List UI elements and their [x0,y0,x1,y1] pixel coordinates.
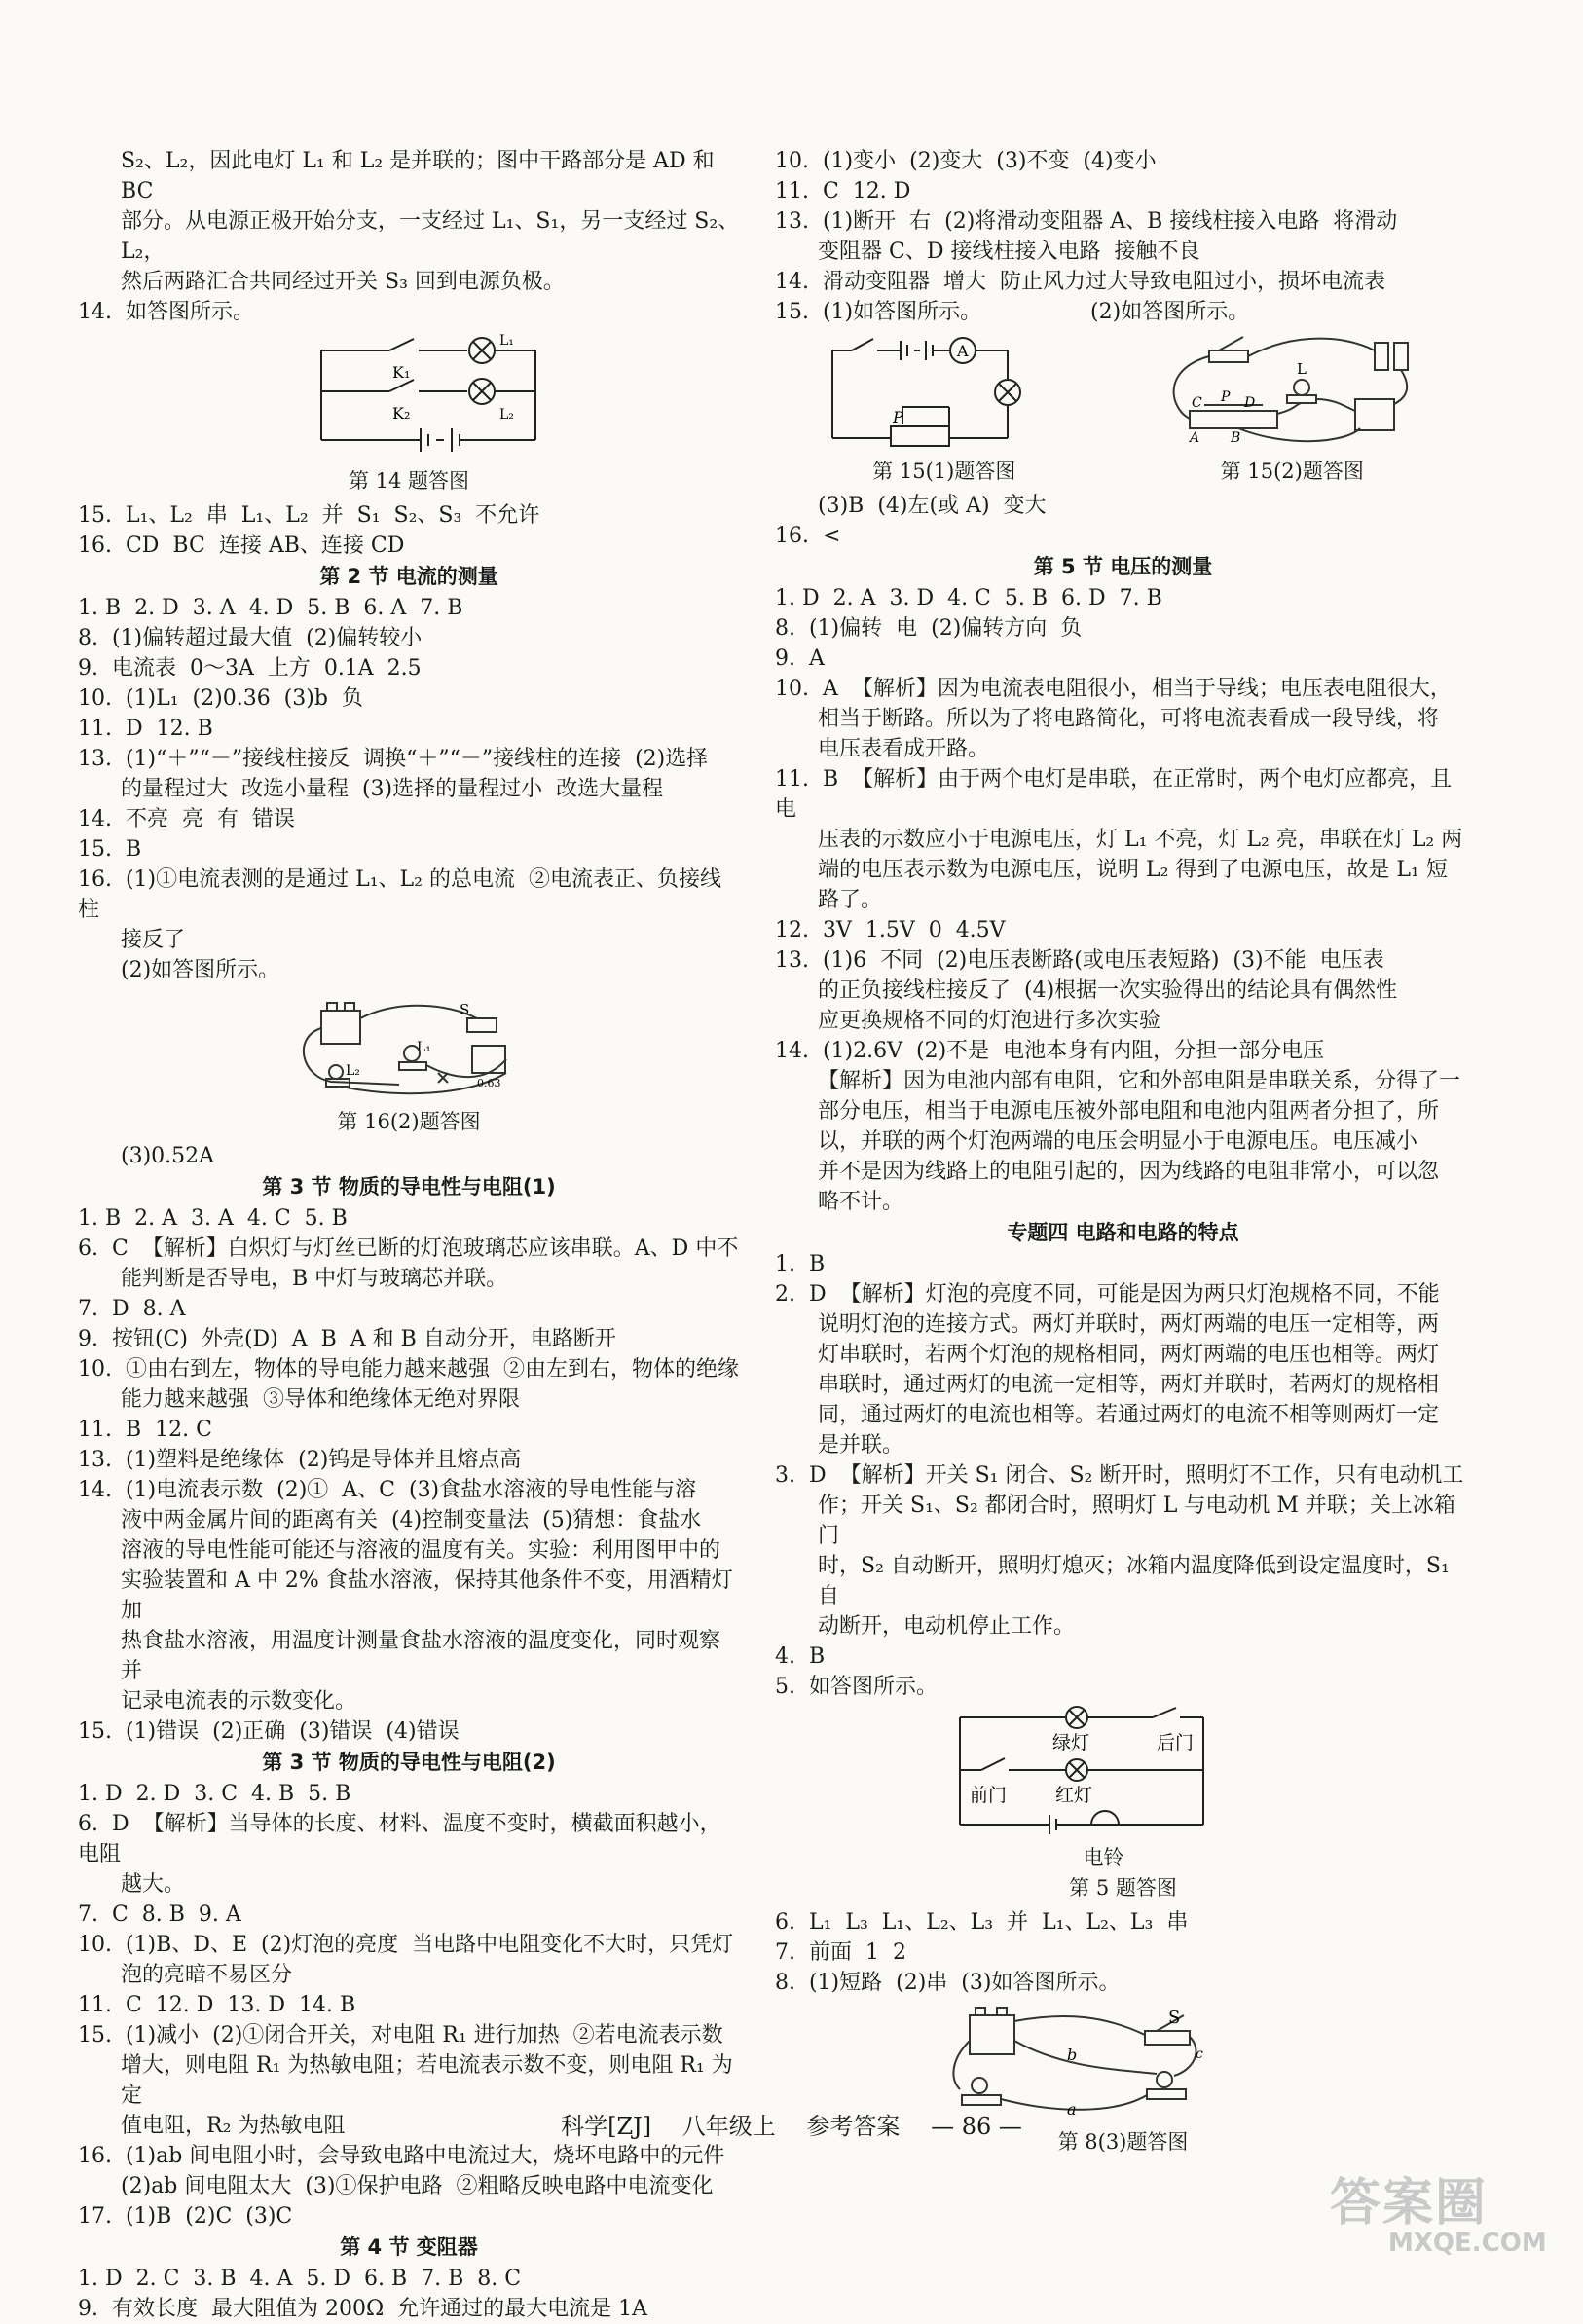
text-line: 路了。 [818,888,883,912]
text-line: 端的电压表示数为电源电压，说明 L₂ 得到了电源电压，故是 L₁ 短 [818,858,1448,882]
svg-text:L₁: L₁ [499,333,514,349]
text-line: 13. (1)6 不同 (2)电压表断路(或电压表短路) (3)不能 电压表 [775,948,1384,973]
text-line: 能判断是否导电，B 中灯与玻璃芯并联。 [121,1267,508,1291]
figure-label-front-door: 前门 [970,1785,1008,1806]
watermark-url: MXQE.COM [1388,2229,1547,2258]
text-line: 13. (1)断开 右 (2)将滑动变阻器 A、B 接线柱接入电路 将滑动 [775,209,1398,234]
text-line: 8. (1)偏转超过最大值 (2)偏转较小 [78,626,423,650]
circuit-diagram-5 [775,1706,1471,1834]
figure-label-b: B [1231,430,1241,446]
text-line: 略不计。 [818,1190,904,1214]
text-line: 越大。 [121,1872,186,1897]
text-line: 热食盐水溶液，用温度计测量食盐水溶液的温度变化，同时观察并 [121,1629,721,1683]
figure-caption: 第 14 题答图 [348,469,470,493]
text-line: 11. C 12. D 13. D 14. B [78,1993,356,2017]
figure-label-p: P [1221,389,1231,405]
text-line: 10. A 【解析】因为电流表电阻很小，相当于导线；电压表电阻很大， [775,677,1452,701]
figure-15-1 [813,331,1076,487]
text-line: 7. C 8. B 9. A [78,1902,241,1927]
text-line: 9. 有效长度 最大阻值为 200Ω 允许通过的最大电流是 1A [78,2297,648,2321]
watermark-logo [1330,2161,1554,2259]
circuit-diagram-14 [78,331,740,458]
figure-label-s: S [460,1001,470,1018]
text-line: 记录电流表的示数变化。 [121,1689,357,1714]
text-line: 13. (1)“＋”“－”接线柱接反 调换“＋”“－”接线柱的连接 (2)选择 [78,747,709,771]
text-line: 应更换规格不同的灯泡进行多次实验 [818,1009,1161,1033]
figure-label-l: L [1297,360,1307,378]
right-column [775,146,1471,2161]
figure-caption: 第 5 题答图 [1069,1876,1177,1900]
text-line: 2. D 【解析】灯泡的亮度不同，可能是因为两只灯泡规格不同，不能 [775,1282,1440,1307]
svg-text:K₁: K₁ [392,363,411,382]
text-line: 15. (1)如答图所示。 (2)如答图所示。 [775,300,1250,324]
text-line: 接反了 [121,928,186,952]
text-line: 部分电压，相当于电源电压被外部电阻和电池内阻两者分担了，所 [818,1099,1440,1124]
figure-label-l1: L₁ [417,1040,431,1055]
section-heading: 第 3 节 物质的导电性与电阻(2) [262,1751,556,1774]
figure-label-scale: 0.63 [477,1077,501,1089]
text-line: 11. C 12. D [775,179,911,203]
figure-16 [78,989,740,1137]
text-line: 1. B 2. D 3. A 4. D 5. B 6. A 7. B [78,596,463,620]
text-line: 同，通过两灯的电流也相等。若通过两灯的电流不相等则两灯一定 [818,1403,1440,1427]
figure-label-c: c [1196,2047,1203,2062]
text-line: 的量程过大 改选小量程 (3)选择的量程过小 改选大量程 [121,777,664,801]
text-line: 10. (1)L₁ (2)0.36 (3)b 负 [78,686,363,711]
figure-label-l2: L₂ [346,1063,360,1079]
text-line: 14. (1)电流表示数 (2)① A、C (3)食盐水溶液的导电性能与溶 [78,1478,697,1502]
text-line: 并不是因为线路上的电阻引起的，因为线路的电阻非常小，可以忽 [818,1160,1440,1184]
watermark-text: 答案圈 [1330,2174,1489,2232]
text-line: 变阻器 C、D 接线柱接入电路 接触不良 [818,240,1200,264]
text-line: 14. 如答图所示。 [78,300,254,324]
text-line: 1. D 2. C 3. B 4. A 5. D 6. B 7. B 8. C [78,2267,522,2291]
text-line: 7. 前面 1 2 [775,1940,906,1965]
text-line: (2)如答图所示。 [121,958,280,982]
figure-label-b: b [1067,2046,1078,2064]
text-line: 12. 3V 1.5V 0 4.5V [775,918,1006,942]
text-line: 16. CD BC 连接 AB、连接 CD [78,534,405,558]
text-line: 时，S₂ 自动断开，照明灯熄灭；冰箱内温度降低到设定温度时，S₁ 自 [818,1554,1456,1608]
figure-caption: 第 8(3)题答图 [1057,2130,1189,2154]
text-line: 10. (1)B、D、E (2)灯泡的亮度 当电路中电阻变化不大时，只凭灯 [78,1933,734,1957]
text-line: 泡的亮暗不易区分 [121,1963,293,1987]
figure-caption: 第 15(2)题答图 [1220,460,1364,483]
section-heading: 第 5 节 电压的测量 [1033,555,1213,578]
text-line: 1. D 2. D 3. C 4. B 5. B [78,1782,351,1806]
text-line: 17. (1)B (2)C (3)C [78,2204,293,2229]
text-line: 作；开关 S₁、S₂ 都闭合时，照明灯 L 与电动机 M 并联；关上冰箱门 [818,1494,1455,1548]
page-footer [0,2107,1583,2141]
text-line: 以，并联的两个灯泡两端的电压会明显小于电源电压。电压减小 [818,1129,1418,1154]
text-line: 16. (1)ab 间电阻小时，会导致电路中电流过大，烧坏电路中的元件 [78,2144,725,2168]
figure-15 [775,331,1471,487]
figure-caption: 第 15(1)题答图 [872,460,1016,483]
text-line: 相当于断路。所以为了将电路简化，可将电流表看成一段导线，将 [818,707,1440,731]
text-line: 说明灯泡的连接方式。两灯并联时，两灯两端的电压一定相等，两 [818,1312,1440,1337]
text-line: 15. (1)减小 (2)①闭合开关，对电阻 R₁ 进行加热 ②若电流表示数 [78,2023,723,2047]
text-line: S₂、L₂，因此电灯 L₁ 和 L₂ 是并联的；图中干路部分是 AD 和 BC [121,149,721,203]
text-line: 是并联。 [818,1433,904,1457]
svg-text:P: P [892,408,903,426]
text-line: 8. (1)偏转 电 (2)偏转方向 负 [775,616,1083,641]
text-line: 15. B [78,837,142,862]
text-line: 电压表看成开路。 [818,737,990,761]
svg-text:L₂: L₂ [499,407,514,423]
footer-subject: 科学[ZJ] [561,2113,652,2140]
text-line: 16. (1)①电流表测的是通过 L₁、L₂ 的总电流 ②电流表正、负接线柱 [78,867,721,922]
text-line: 6. D 【解析】当导体的长度、材料、温度不变时，横截面积越小，电阻 [78,1812,721,1866]
text-line: 部分。从电源正极开始分支，一支经过 L₁、S₁，另一支经过 S₂、L₂， [121,209,740,264]
section-heading: 专题四 电路和电路的特点 [1007,1221,1239,1244]
figure-label-bell: 电铃 [1083,1846,1124,1869]
circuit-photo-8 [775,2002,1471,2119]
figure-caption: 第 16(2)题答图 [337,1110,481,1133]
section-heading: 第 2 节 电流的测量 [319,565,498,588]
figure-label-a: a [1067,2100,1077,2119]
circuit-photo-16 [78,989,740,1098]
figure-15-2 [1151,331,1433,487]
text-line: 5. 如答图所示。 [775,1675,938,1699]
section-heading: 第 4 节 变阻器 [340,2235,478,2259]
text-line: 15. (1)错误 (2)正确 (3)错误 (4)错误 [78,1719,460,1744]
text-line: 灯串联时，若两个灯泡的规格相同，两灯两端的电压也相等。两灯 [818,1343,1440,1367]
text-line: 16. < [775,524,841,548]
text-line: 能力越来越强 ③导体和绝缘体无绝对界限 [121,1387,520,1412]
text-line: 1. D 2. A 3. D 4. C 5. B 6. D 7. B [775,586,1162,610]
figure-label-green-light: 绿灯 [1052,1732,1090,1753]
text-line: (3)0.52A [121,1144,215,1168]
footer-grade: 八年级上 [681,2113,776,2140]
text-line: 6. L₁ L₃ L₁、L₂、L₃ 并 L₁、L₂、L₃ 串 [775,1910,1189,1935]
left-column [78,146,740,2324]
svg-text:A: A [956,342,969,360]
circuit-diagram-15-1 [813,331,1076,448]
text-line: 值电阻，R₂ 为热敏电阻 [121,2114,346,2138]
figure-label-red-light: 红灯 [1055,1785,1093,1806]
text-line: 的正负接线柱接反了 (4)根据一次实验得出的结论具有偶然性 [818,978,1398,1003]
text-line: 串联时，通过两灯的电流一定相等，两灯并联时，若两灯的规格相 [818,1373,1440,1397]
text-line: 15. L₁、L₂ 串 L₁、L₂ 并 S₁ S₂、S₃ 不允许 [78,503,540,528]
circuit-photo-15-2 [1151,331,1433,448]
text-line: 14. (1)2.6V (2)不是 电池本身有内阻，分担一部分电压 [775,1039,1325,1063]
text-line: 10. ①由右到左，物体的导电能力越来越强 ②由左到右，物体的绝缘 [78,1357,739,1382]
figure-14 [78,331,740,497]
text-line: (2)ab 间电阻太大 (3)①保护电路 ②粗略反映电路中电流变化 [121,2174,714,2198]
text-line: 8. (1)短路 (2)串 (3)如答图所示。 [775,1971,1121,1995]
text-line: 压表的示数应小于电源电压，灯 L₁ 不亮，灯 L₂ 亮，串联在灯 L₂ 两 [818,828,1463,852]
text-line: 动断开，电动机停止工作。 [818,1614,1076,1639]
text-line: 3. D 【解析】开关 S₁ 闭合、S₂ 断开时，照明灯不工作，只有电动机工 [775,1463,1464,1488]
text-line: 实验装置和 A 中 2% 食盐水溶液，保持其他条件不变，用酒精灯加 [121,1568,733,1623]
text-line: 溶液的导电性能可能还与溶液的温度有关。实验：利用图甲中的 [121,1538,721,1563]
figure-label-a: A [1190,430,1200,446]
text-line: 7. D 8. A [78,1297,186,1321]
text-line: (3)B (4)左(或 A) 变大 [818,494,1047,518]
figure-label-s: S [1168,2008,1181,2028]
section-heading: 第 3 节 物质的导电性与电阻(1) [262,1175,556,1199]
text-line: 增大，则电阻 R₁ 为热敏电阻；若电流表示数不变，则电阻 R₁ 为定 [121,2053,733,2108]
figure-label-back-door: 后门 [1157,1732,1195,1753]
text-line: 11. B 12. C [78,1418,212,1442]
text-line: 1. B [775,1252,826,1276]
text-line: 10. (1)变小 (2)变大 (3)不变 (4)变小 [775,149,1157,173]
footer-title: 参考答案 [806,2113,901,2140]
text-line: 13. (1)塑料是绝缘体 (2)钨是导体并且熔点高 [78,1448,522,1472]
figure-label-c: C [1192,395,1202,411]
text-line: 【解析】因为电池内部有电阻，它和外部电阻是串联关系，分得了一 [818,1069,1461,1093]
text-line: 9. 电流表 0～3A 上方 0.1A 2.5 [78,656,422,681]
text-line: 1. B 2. A 3. A 4. C 5. B [78,1206,348,1231]
svg-text:K₂: K₂ [392,404,411,423]
text-line: 9. A [775,646,825,671]
text-line: 14. 滑动变阻器 增大 防止风力过大导致电阻过小，损坏电流表 [775,270,1385,294]
text-line: 11. D 12. B [78,717,213,741]
text-line: 14. 不亮 亮 有 错误 [78,807,295,831]
page-number: — 86 — [931,2113,1022,2140]
text-line: 11. B 【解析】由于两个电灯是串联，在正常时，两个电灯应都亮，且电 [775,767,1453,822]
figure-label-d: D [1244,395,1256,411]
text-line: 9. 按钮(C) 外壳(D) A B A 和 B 自动分开，电路断开 [78,1327,616,1351]
text-line: 液中两金属片间的距离有关 (4)控制变量法 (5)猜想：食盐水 [121,1508,702,1532]
text-line: 然后两路汇合共同经过开关 S₃ 回到电源负极。 [121,270,565,294]
figure-5 [775,1706,1471,1903]
text-line: 4. B [775,1644,826,1669]
text-line: 6. C 【解析】白炽灯与灯丝已断的灯泡玻璃芯应该串联。A、D 中不 [78,1236,739,1261]
